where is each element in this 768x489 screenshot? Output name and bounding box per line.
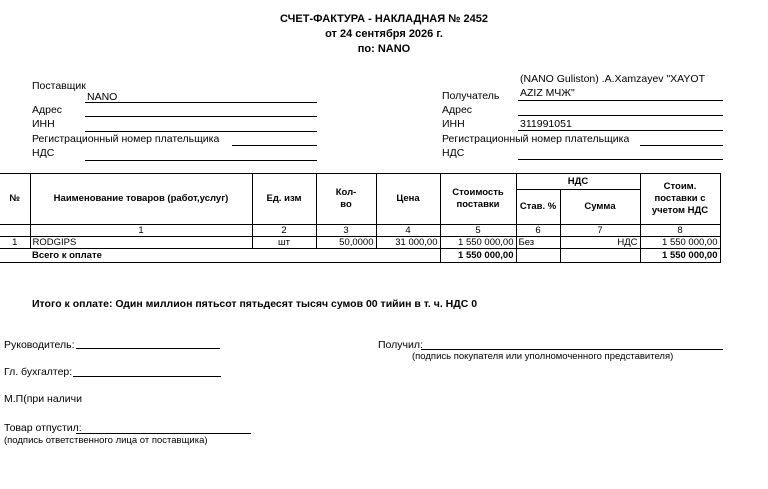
row-no: 1 — [0, 237, 30, 249]
header-cost: Стоимость поставки — [440, 174, 516, 225]
released-signature-line — [76, 433, 251, 434]
supplier-value: NANO — [87, 91, 118, 103]
row-cost: 1 550 000,00 — [440, 237, 516, 249]
table-row — [0, 237, 720, 249]
total-label: Всего к оплате — [30, 249, 440, 263]
header-nds: НДС — [516, 174, 640, 190]
col-number-blank — [0, 225, 30, 237]
total-nds-sum — [560, 249, 640, 263]
supplier-nds-label: НДС — [32, 147, 55, 159]
goods-table — [0, 173, 721, 263]
recipient-reg-label: Регистрационный номер плательщика — [442, 133, 630, 145]
row-name: RODGIPS — [30, 237, 252, 249]
header-name: Наименование товаров (работ,услуг) — [30, 174, 252, 225]
supplier-line — [85, 102, 317, 103]
recipient-label: Получатель — [442, 90, 500, 102]
received-signature-line — [421, 349, 723, 350]
accountant-label: Гл. бухгалтер: — [4, 366, 73, 378]
supplier-reg-line — [232, 145, 317, 146]
col-number-4: 4 — [376, 225, 440, 237]
recipient-name-line2: AZIZ МЧЖ" — [520, 87, 575, 99]
header-nds-rate: Став. % — [516, 190, 560, 225]
col-number-3: 3 — [316, 225, 376, 237]
recipient-inn-value: 311991051 — [520, 118, 572, 130]
row-qty: 50,0000 — [316, 237, 376, 249]
col-number-2: 2 — [252, 225, 316, 237]
total-with-nds: 1 550 000,00 — [640, 249, 720, 263]
total-blank — [0, 249, 30, 263]
row-nds-sum: НДС — [560, 237, 640, 249]
released-label: Товар отпустил: — [4, 422, 82, 434]
supplier-label: Поставщик — [32, 80, 86, 92]
supplier-inn-label: ИНН — [32, 118, 55, 130]
col-number-1: 1 — [30, 225, 252, 237]
row-total: 1 550 000,00 — [640, 237, 720, 249]
recipient-inn-label: ИНН — [442, 118, 465, 130]
header-no: № — [0, 174, 30, 225]
total-cost: 1 550 000,00 — [440, 249, 516, 263]
header-qty: Кол-во — [316, 174, 376, 225]
total-nds-rate — [516, 249, 560, 263]
supplier-inn-line — [85, 131, 317, 132]
stamp-label: М.П(при наличи — [4, 393, 82, 405]
col-number-8: 8 — [640, 225, 720, 237]
row-unit: шт — [252, 237, 316, 249]
supplier-reg-label: Регистрационный номер плательщика — [32, 133, 220, 145]
director-signature-line — [76, 348, 220, 349]
recipient-address-label: Адрес — [442, 104, 473, 116]
recipient-inn-line — [518, 130, 723, 131]
supplier-nds-line — [85, 160, 317, 161]
header-unit: Ед. изм — [252, 174, 316, 225]
recipient-address-line — [518, 115, 723, 116]
header-total: Стоим. поставки с учетом НДС — [640, 174, 720, 225]
document-date: от 24 сентября 2026 г. — [325, 28, 443, 40]
col-number-7: 7 — [560, 225, 640, 237]
row-price: 31 000,00 — [376, 237, 440, 249]
document-contract: по: NANO — [357, 43, 411, 55]
col-number-6: 6 — [516, 225, 560, 237]
recipient-nds-line — [518, 159, 723, 160]
row-nds-rate: Без — [516, 237, 560, 249]
recipient-reg-line — [640, 145, 723, 146]
header-nds-sum: Сумма — [560, 190, 640, 225]
recipient-line — [518, 100, 723, 101]
header-price: Цена — [376, 174, 440, 225]
supplier-address-label: Адрес — [32, 104, 63, 116]
recipient-nds-label: НДС — [442, 147, 465, 159]
director-label: Руководитель: — [4, 339, 75, 351]
accountant-signature-line — [73, 376, 221, 377]
summary-text: Итого к оплате: Один миллион пятьсот пятьдесят тысяч сумов 00 тийин в т. ч. НДС 0 — [32, 298, 478, 310]
recipient-name-line1: (NANO Guliston) .A.Xamzayev "XAYOT — [520, 73, 705, 85]
col-number-5: 5 — [440, 225, 516, 237]
received-note: (подпись покупателя или уполномоченного представителя) — [412, 351, 674, 362]
document-title: СЧЕТ-ФАКТУРА - НАКЛАДНАЯ № 2452 — [280, 13, 488, 25]
released-note: (подпись ответственного лица от поставщика) — [4, 435, 208, 446]
received-label: Получил: — [378, 339, 423, 351]
supplier-address-line — [85, 116, 317, 117]
